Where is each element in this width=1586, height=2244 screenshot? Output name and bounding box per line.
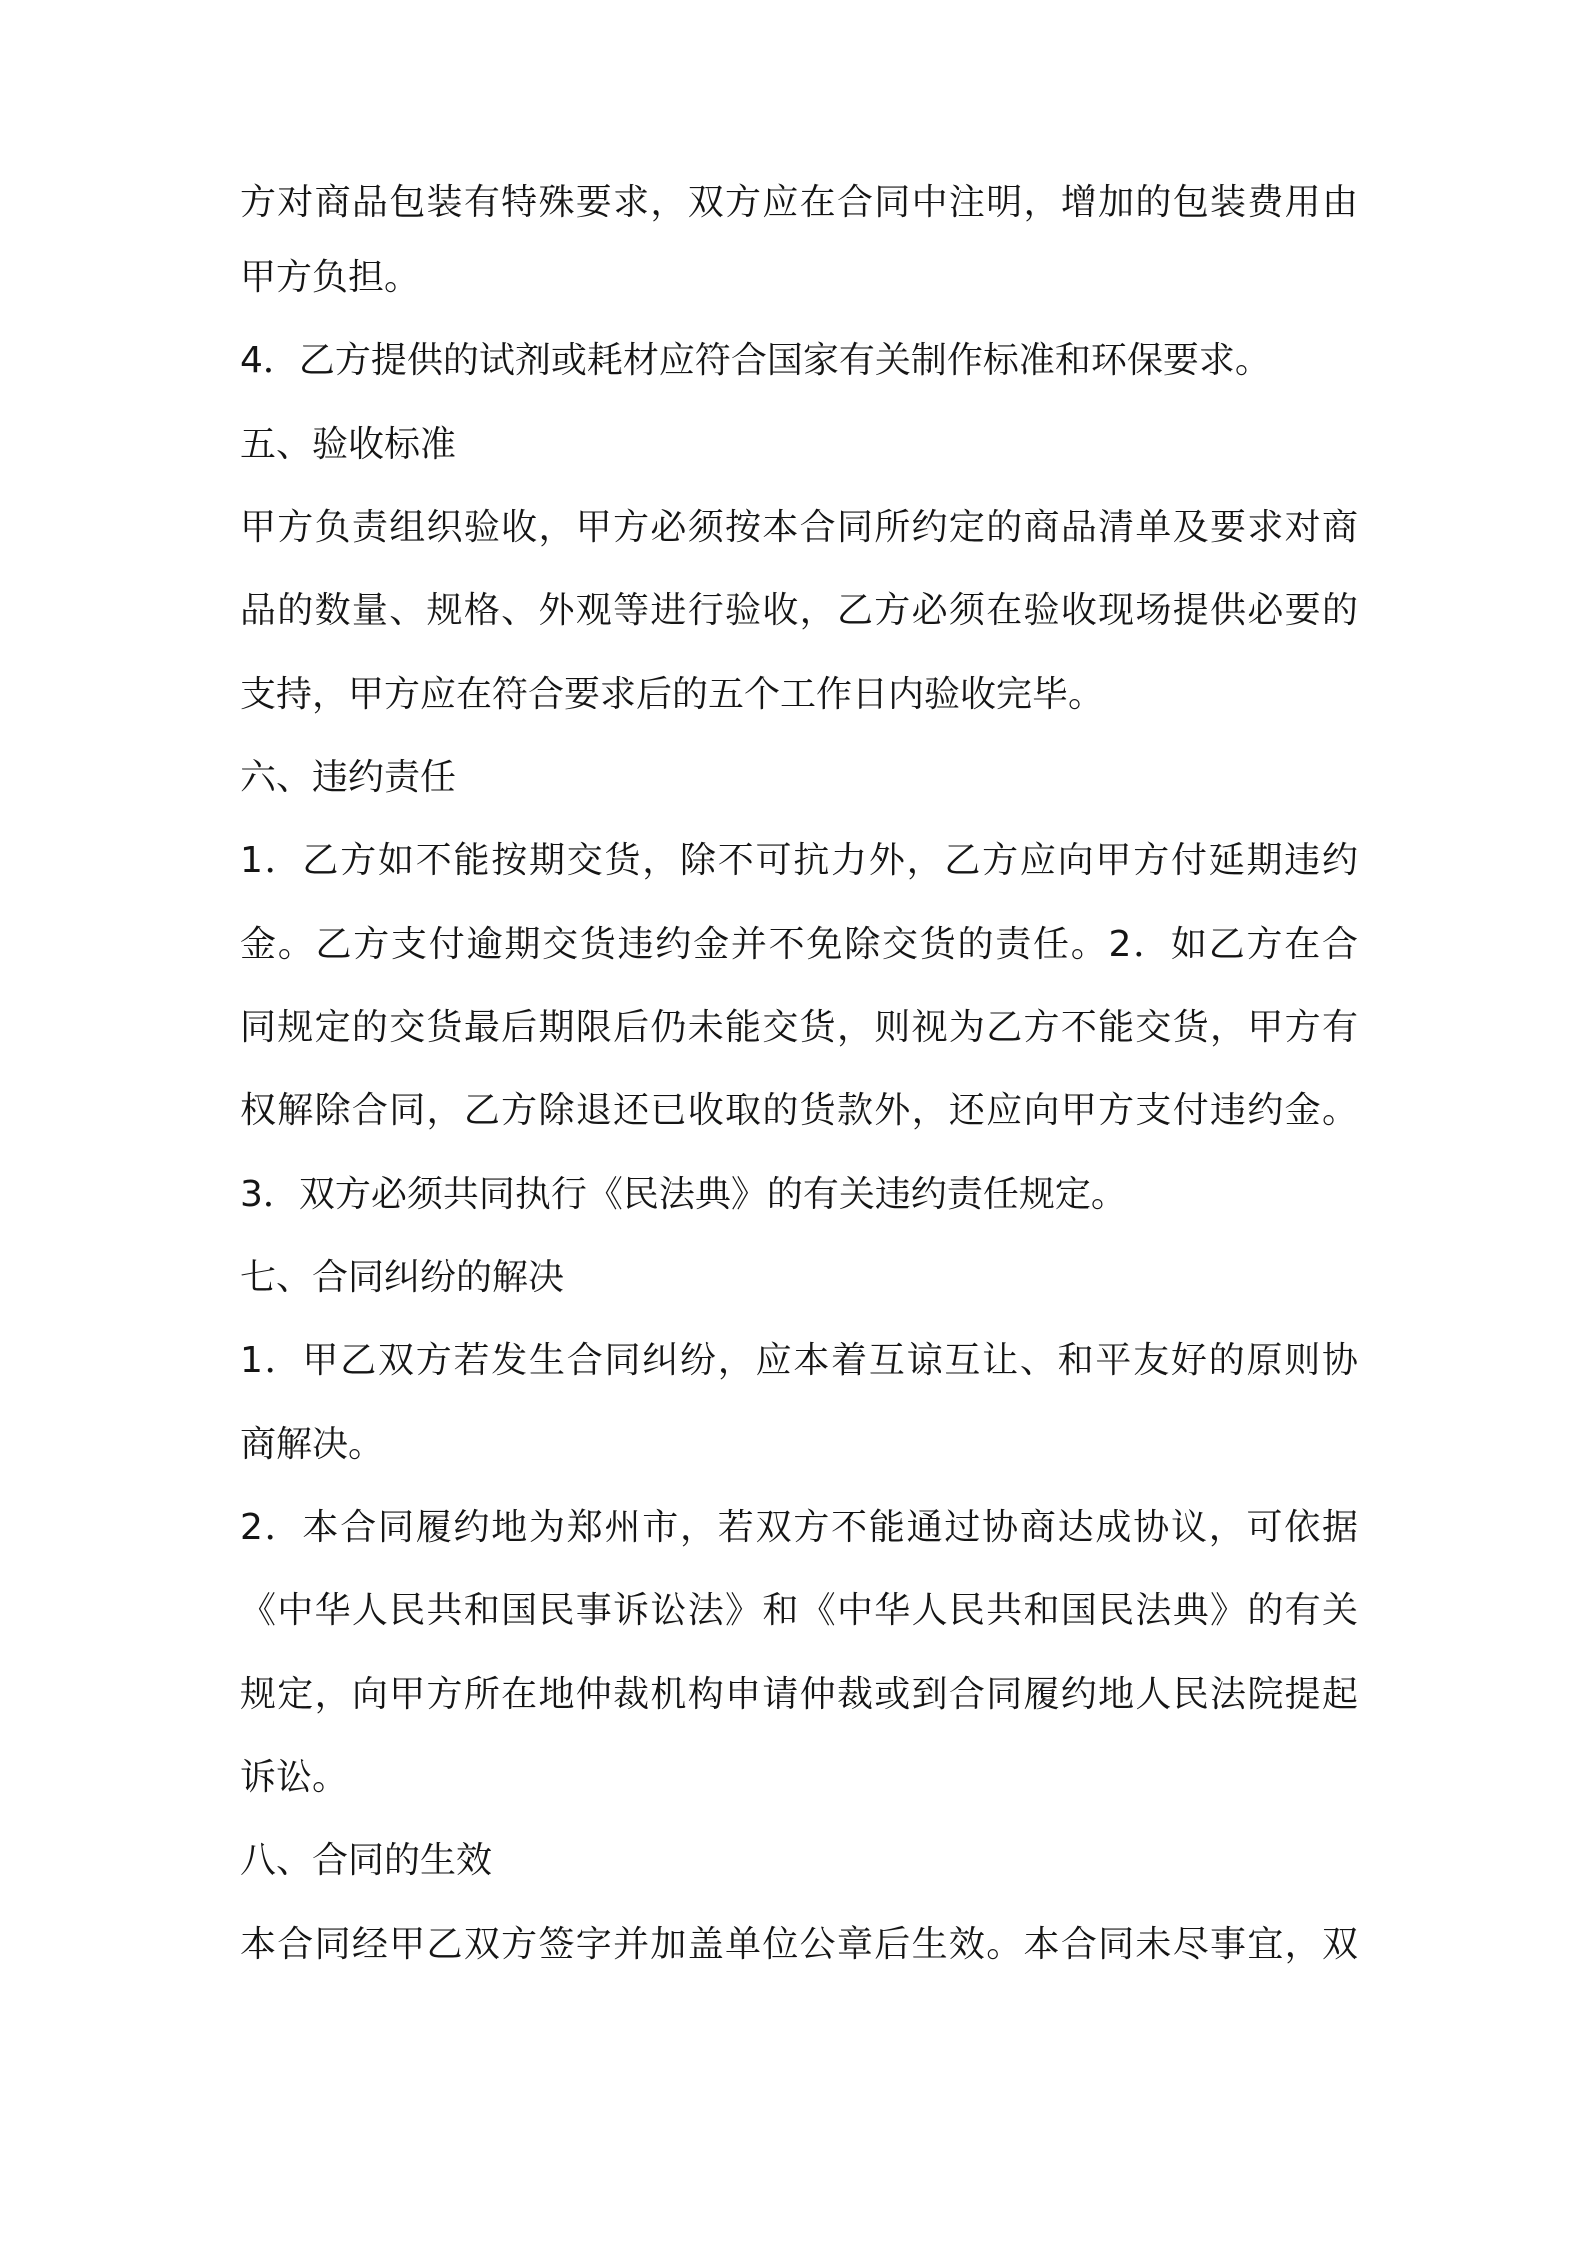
paragraph-line: 4．乙方提供的试剂或耗材应符合国家有关制作标准和环保要求。 [240,340,1271,381]
paragraph-line: 3．双方必须共同执行《民法典》的有关违约责任规定。 [240,1174,1127,1215]
paragraph-line: 金。乙方支付逾期交货违约金并不免除交货的责任。2．如乙方在合 [240,924,1358,965]
section-heading: 六、违约责任 [240,757,457,798]
paragraph-line: 权解除合同，乙方除退还已收取的货款外，还应向甲方支付违约金。 [240,1090,1358,1131]
section-heading: 五、验收标准 [240,424,457,465]
paragraph-line: 品的数量、规格、外观等进行验收，乙方必须在验收现场提供必要的 [240,590,1358,631]
paragraph-line: 《中华人民共和国民事诉讼法》和《中华人民共和国民法典》的有关 [240,1590,1358,1631]
paragraph-line: 规定，向甲方所在地仲裁机构申请仲裁或到合同履约地人民法院提起 [240,1674,1358,1715]
paragraph-line: 方对商品包装有特殊要求，双方应在合同中注明，增加的包装费用由 [240,182,1358,223]
paragraph-line: 1．甲乙双方若发生合同纠纷，应本着互谅互让、和平友好的原则协 [240,1340,1358,1381]
paragraph-line: 支持，甲方应在符合要求后的五个工作日内验收完毕。 [240,674,1105,715]
section-heading: 八、合同的生效 [240,1840,493,1881]
paragraph-line: 2．本合同履约地为郑州市，若双方不能通过协商达成协议，可依据 [240,1507,1358,1548]
section-heading: 七、合同纠纷的解决 [240,1257,565,1298]
paragraph-line: 甲方负责组织验收，甲方必须按本合同所约定的商品清单及要求对商 [240,507,1358,548]
paragraph-line: 1．乙方如不能按期交货，除不可抗力外，乙方应向甲方付延期违约 [240,840,1358,881]
paragraph-line: 本合同经甲乙双方签字并加盖单位公章后生效。本合同未尽事宜，双 [240,1924,1358,1965]
paragraph-line: 诉讼。 [240,1757,349,1798]
paragraph-line: 商解决。 [240,1424,385,1465]
paragraph-line: 甲方负担。 [240,257,421,298]
paragraph-line: 同规定的交货最后期限后仍未能交货，则视为乙方不能交货，甲方有 [240,1007,1358,1048]
